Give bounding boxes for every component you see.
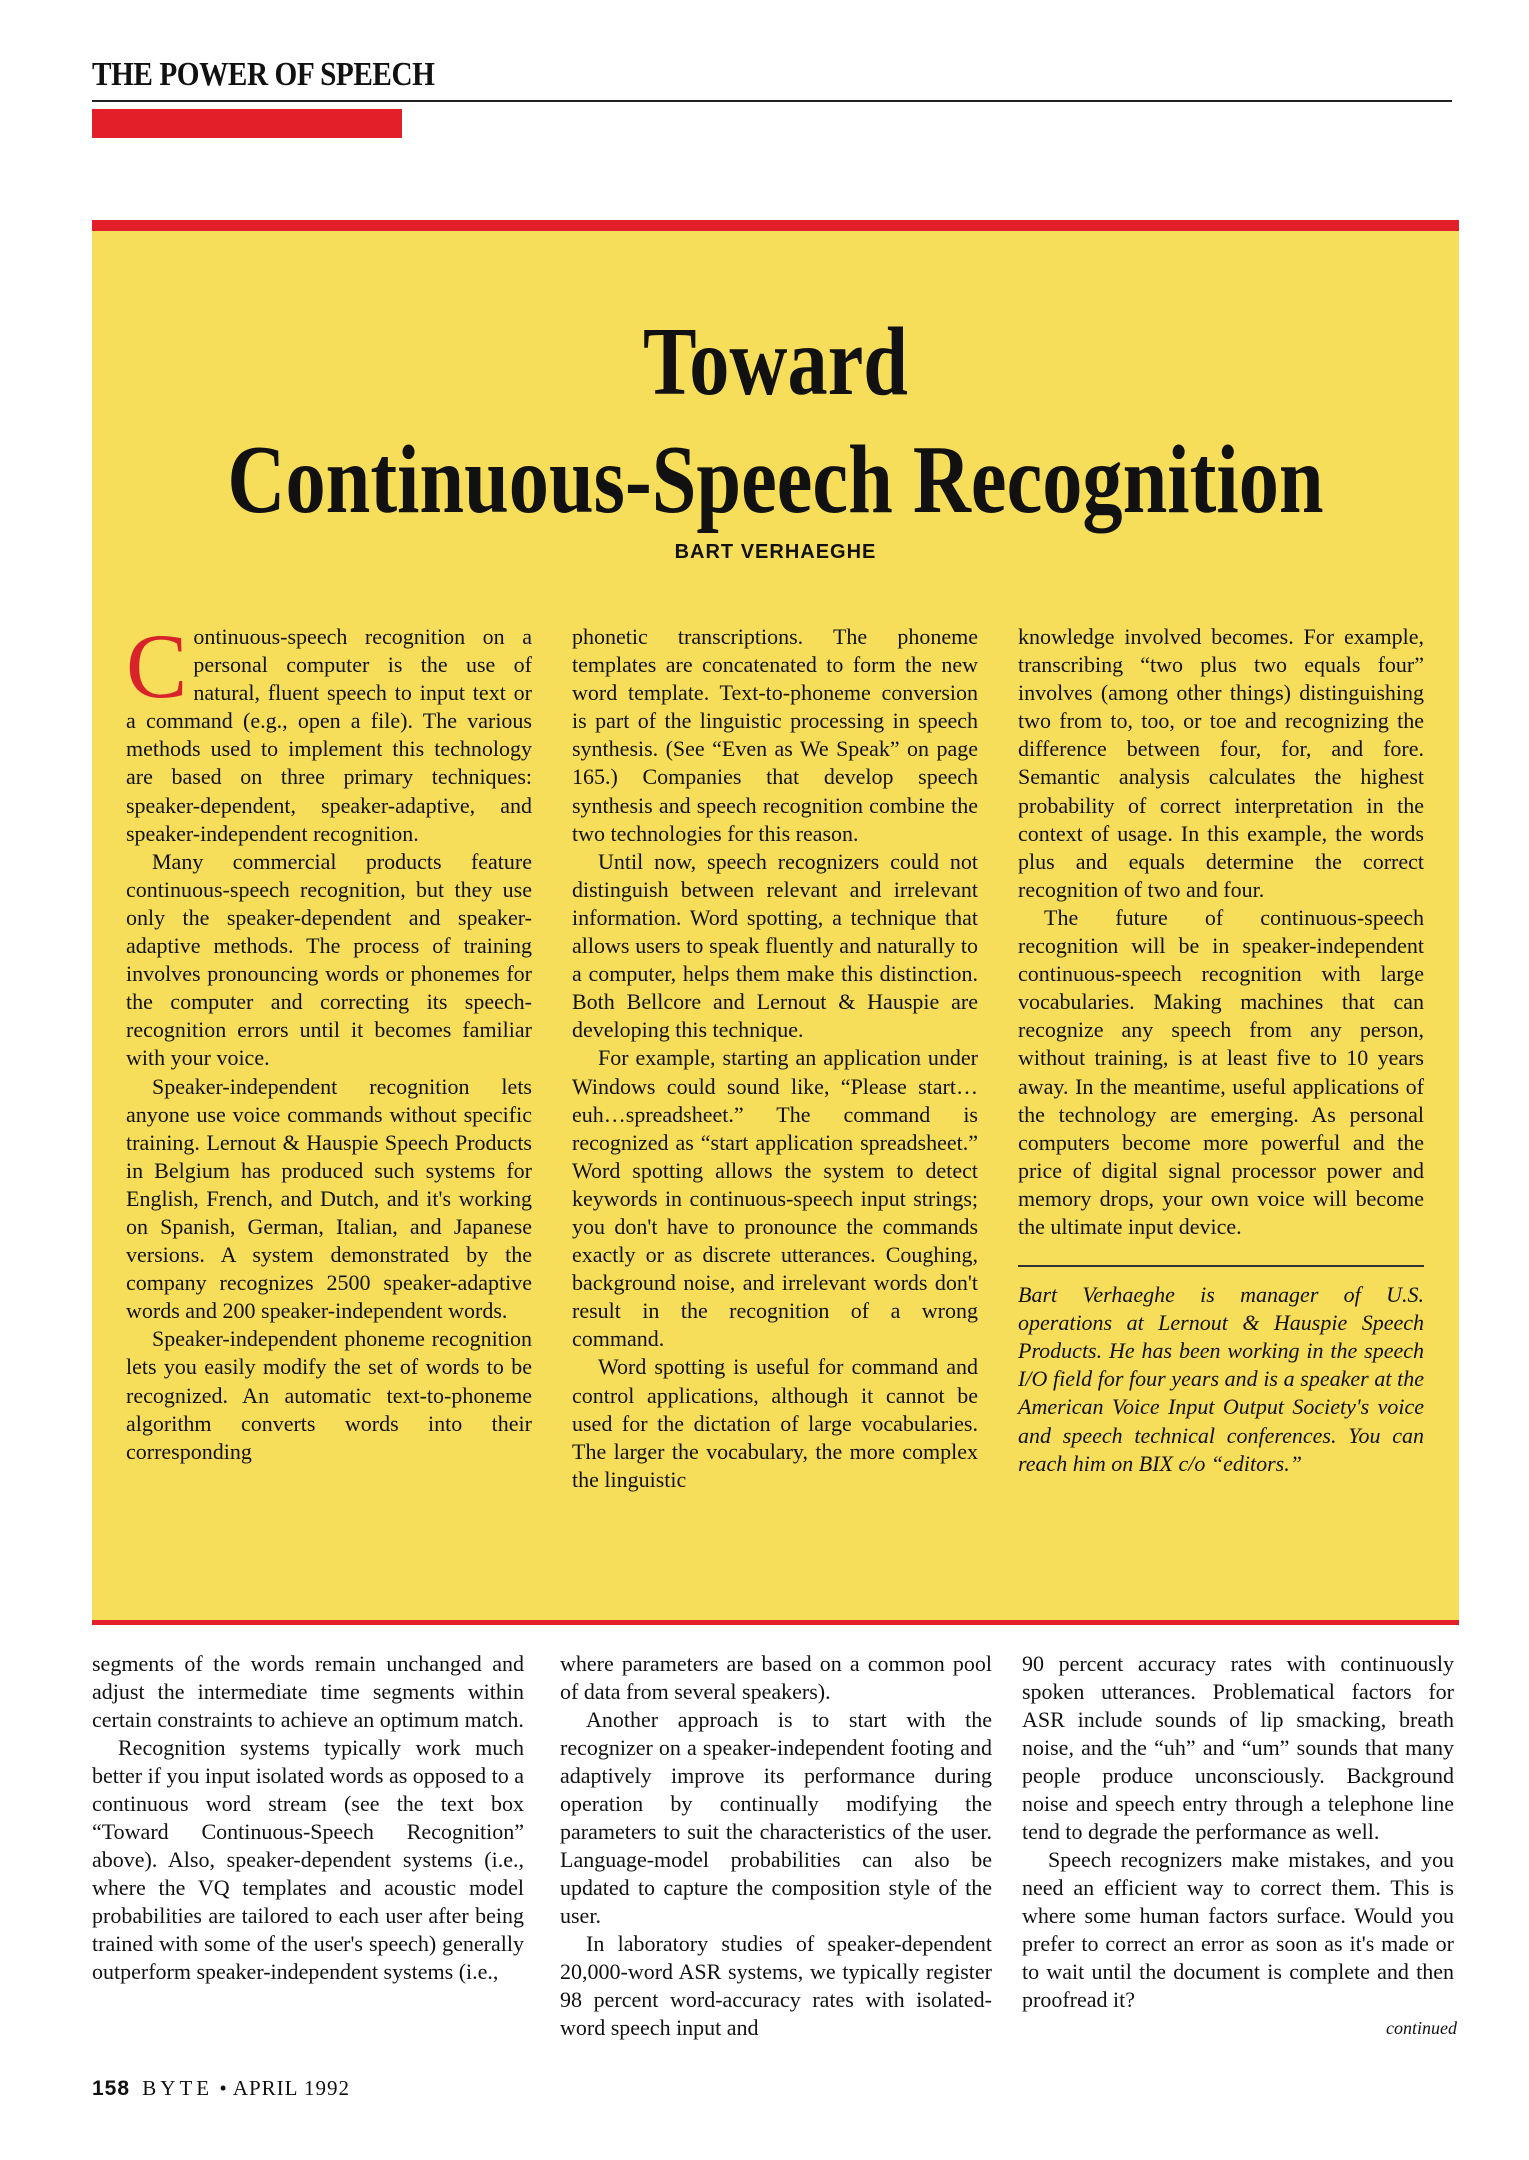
issue-date: APRIL 1992	[232, 2076, 350, 2100]
sidebar-paragraph: Speaker-independent recognition lets anyone use voice commands without specific training. Lernout & Hauspie Speech Products in Belgium has produced such systems for English, French, and Dutch, and it's working on Spanish, German, Italian, and Japanese versions. A system demonstrated by the company recognizes 2500 speaker-adaptive words and 200 speaker-independent words.	[126, 1073, 532, 1324]
sidebar-paragraph	[126, 615, 532, 848]
paragraph-text: ontinuous-speech recognition on a personal computer is the use of natural, fluent speech to input text or a command (e.g., open a file). The various methods used to implement this technology are based on three primary techniques: speaker-dependent, speaker-adaptive, and speaker-independent recognition.	[126, 624, 532, 846]
section-color-tab	[92, 109, 402, 138]
body-column-3	[1022, 1650, 1454, 2014]
page-number: 158	[92, 2077, 131, 2100]
sidebar-paragraph: Until now, speech recognizers could not distinguish between relevant and irrelevant information. Word spotting, a technique that allows users to speak fluently and naturally to a computer, helps them make this distinction. Both Bellcore and Lernout & Hauspie are developing this technique.	[572, 848, 978, 1043]
body-column-2	[560, 1650, 992, 2042]
sidebar-paragraph: Word spotting is useful for command and control applications, although it cannot be used for the dictation of large vocabularies. The larger the vocabulary, the more complex the linguistic	[572, 1354, 978, 1492]
body-paragraph: Another approach is to start with the recognizer on a speaker-independent footing and adaptively improve its performance during operation by continually modifying the parameters to suit the characteristics of the user. Language-model probabilities can also be updated to capture the composition style of the user.	[560, 1707, 992, 1928]
sidebar-paragraph: Many commercial products feature continuous-speech recognition, but they use only the speaker-dependent and speaker-adaptive methods. The process of training involves pronouncing words or phonemes for the computer and correcting its speech-recognition errors until it becomes familiar with your voice.	[126, 848, 532, 1071]
sidebar-column-1	[126, 615, 532, 1466]
sidebar-column-2	[572, 623, 978, 1494]
body-paragraph: Recognition systems typically work much better if you input isolated words as opposed to a continuous word stream (see the text box “Toward Continuous-Speech Recognition” above). Also, speaker-dependent systems (i.e., where the VQ templates and acoustic model probabilities are tailored to each user after being trained with some of the user's speech) generally outperform speaker-independent systems (i.e.,	[92, 1735, 524, 1984]
sidebar-paragraph: Speaker-independent phoneme recognition lets you easily modify the set of words to be recognized. An automatic text-to-phoneme algorithm converts words into their corresponding	[126, 1326, 532, 1464]
sidebar-paragraph: phonetic transcriptions. The phoneme templates are concatenated to form the new word template. Text-to-phoneme conversion is part of the linguistic processing in speech synthesis. (See “Even as We Speak” on page 165.) Companies that develop speech synthesis and speech recognition combine the two technologies for this reason.	[572, 624, 978, 846]
body-paragraph: where parameters are based on a common pool of data from several speakers).	[560, 1651, 992, 1704]
drop-cap: C	[126, 615, 188, 717]
byline: BART VERHAEGHE	[674, 541, 877, 563]
page-footer	[92, 2076, 350, 2101]
body-paragraph: Speech recognizers make mistakes, and you need an efficient way to correct them. This is where some human factors surface. Would you prefer to correct an error as soon as it's made or to wait until the document is complete and then proofread it?	[1022, 1847, 1454, 2012]
footer-separator: •	[219, 2076, 228, 2100]
sidebar-column-3	[1018, 623, 1424, 1478]
sidebar-paragraph: For example, starting an application under Windows could sound like, “Please start…euh…spreadsheet.” The command is recognized as “start application spreadsheet.” Word spotting allows the system to detect keywords in continuous-speech input strings; you don't have to pronounce the commands exactly or as discrete utterances. Coughing, background noise, and irrelevant words don't result in the recognition of a wrong command.	[572, 1045, 978, 1352]
headline-line-1: Toward	[643, 308, 908, 416]
sidebar-headline	[92, 303, 1459, 539]
body-column-1	[92, 1650, 524, 1986]
sidebar-paragraph: knowledge involved becomes. For example, transcribing “two plus two equals four” involves (among other things) distinguishing two from to, too, or toe and recognizing the difference between four, for, and fore. Semantic analysis calculates the highest probability of correct interpretation in the context of usage. In this example, the words plus and equals determine the correct recognition of two and four.	[1018, 624, 1424, 902]
sidebar-box	[92, 220, 1459, 1625]
body-paragraph: segments of the words remain unchanged and adjust the intermediate time segments within certain constraints to achieve an optimum match.	[92, 1651, 524, 1732]
body-paragraph: 90 percent accuracy rates with continuously spoken utterances. Problematical factors for ASR include sounds of lip smacking, breath noise, and the “uh” and “um” sounds that many people produce unconsciously. Background noise and speech entry through a telephone line tend to degrade the performance as well.	[1022, 1651, 1454, 1844]
body-paragraph: In laboratory studies of speaker-dependent 20,000-word ASR systems, we typically register 98 percent word-accuracy rates with isolated-word speech input and	[560, 1931, 992, 2040]
bio-divider	[1018, 1265, 1424, 1267]
continued-label: continued	[1386, 2018, 1457, 2038]
author-bio: Bart Verhaeghe is manager of U.S. operations at Lernout & Hauspie Speech Products. He has been working in the speech I/O field for four years and is a speaker at the American Voice Input Output Society's voice and speech technical conferences. You can reach him on BIX c/o “editors.”	[1018, 1282, 1424, 1476]
headline-line-2: Continuous-Speech Recognition	[227, 426, 1324, 534]
sidebar-paragraph: The future of continuous-speech recognition will be in speaker-independent continuous-speech recognition with large vocabularies. Making machines that can recognize any speech from any person, without training, is at least five to 10 years away. In the meantime, useful applications of the technology are emerging. As personal computers become more powerful and the price of digital signal processor power and memory drops, your own voice will become the ultimate input device.	[1018, 904, 1424, 1239]
section-title: THE POWER OF SPEECH	[92, 56, 435, 93]
header-rule	[92, 100, 1452, 102]
magazine-name: BYTE	[142, 2076, 214, 2100]
